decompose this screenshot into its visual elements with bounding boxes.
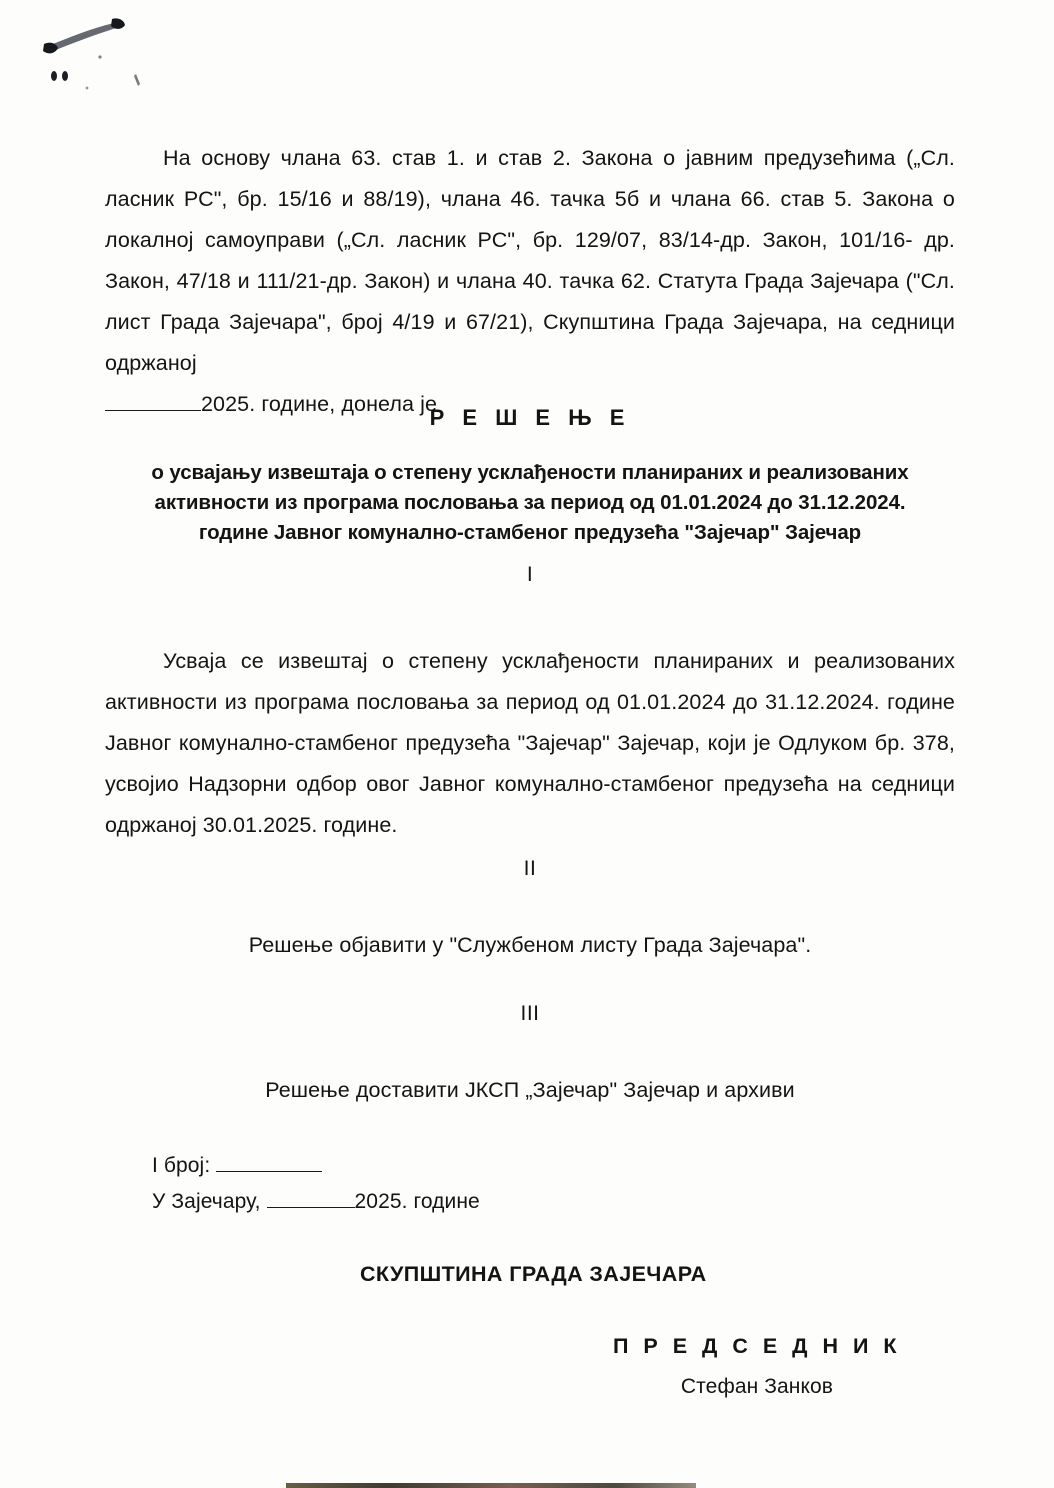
document-subtitle-line-2: активности из програма пословања за период од 01.01.2024 до 31.12.2024. <box>154 491 906 514</box>
scan-bottom-edge <box>286 1483 696 1488</box>
document-number-field[interactable] <box>216 1171 322 1172</box>
signatory-title: П Р Е Д С Е Д Н И К <box>613 1334 901 1358</box>
preamble-paragraph: На основу члана 63. став 1. и став 2. Закона о јавним предузећима („Сл. ласник РС", бр. 15/16 и 88/19), члана 46. тачка 5б и члана 66. став 5. Закона о локалној самоуправи („Сл. ласник РС", бр. 129/07, 83/14-др. Закон, 101/16- др. Закон, 47/18 и 111/21-др. Закон) и члана 40. тачка 62. Статута Града Зајечара ("Сл. лист Града Зајечара", број 4/19 и 67/21), Скупштина Града Зајечара, на седници одржаној <box>105 146 955 375</box>
roman-numeral: I <box>526 563 534 586</box>
roman-numeral: III <box>520 1002 540 1025</box>
section-ii-paragraph: Решење објавити у "Службеном листу Града Зајечара". <box>248 933 812 957</box>
place-label: У Зајечару, <box>152 1190 261 1213</box>
section-ii-block <box>105 933 955 958</box>
scan-ink-mark-icon <box>40 14 190 94</box>
signatory-name: Стефан Занков <box>680 1375 834 1398</box>
subtitle-block <box>105 458 955 548</box>
preamble-block <box>105 138 955 425</box>
section-numeral-i <box>105 563 955 587</box>
document-subtitle-line-3: године Јавног комунално-стамбеног предузећа "Зајечар" Зајечар <box>198 521 862 544</box>
section-i-paragraph: Усваја се извештај о степену усклађености планираних и реализованих активности из програма пословања за период од 01.01.2024 до 31.12.2024. године Јавног комунално-стамбеног предузећа "Зајечар" Зајечар, који је Одлуком бр. 378, усвојио Надзорни одбор овог Јавног комунално-стамбеног предузећа на седници одржаној 30.01.2025. године. <box>105 649 955 837</box>
section-i-block <box>105 641 955 846</box>
title-block <box>105 405 955 431</box>
section-numeral-iii <box>105 1002 955 1026</box>
roman-numeral: II <box>523 857 537 880</box>
document-title: Р Е Ш Е Њ Е <box>429 405 631 430</box>
footer-year-text: 2025. године <box>354 1190 480 1213</box>
section-iii-paragraph: Решење доставити ЈКСП „Зајечар" Зајечар и архиви <box>265 1078 795 1102</box>
preamble-year-text: 2025. године, донела је <box>201 392 438 416</box>
assembly-name-block <box>360 1262 780 1287</box>
assembly-name: СКУПШТИНА ГРАДА ЗАЈЕЧАРА <box>360 1262 707 1286</box>
place-date-field[interactable] <box>267 1207 355 1208</box>
section-numeral-ii <box>105 857 955 881</box>
section-iii-block <box>105 1078 955 1103</box>
document-number-line <box>152 1148 672 1184</box>
signature-block <box>612 1334 902 1399</box>
document-subtitle-line-1: о усвајању извештаја о степену усклађености планираних и реализованих <box>151 461 909 484</box>
place-date-line <box>152 1184 672 1220</box>
document-number-label: I број: <box>152 1154 211 1177</box>
footer-meta-block <box>152 1148 672 1220</box>
